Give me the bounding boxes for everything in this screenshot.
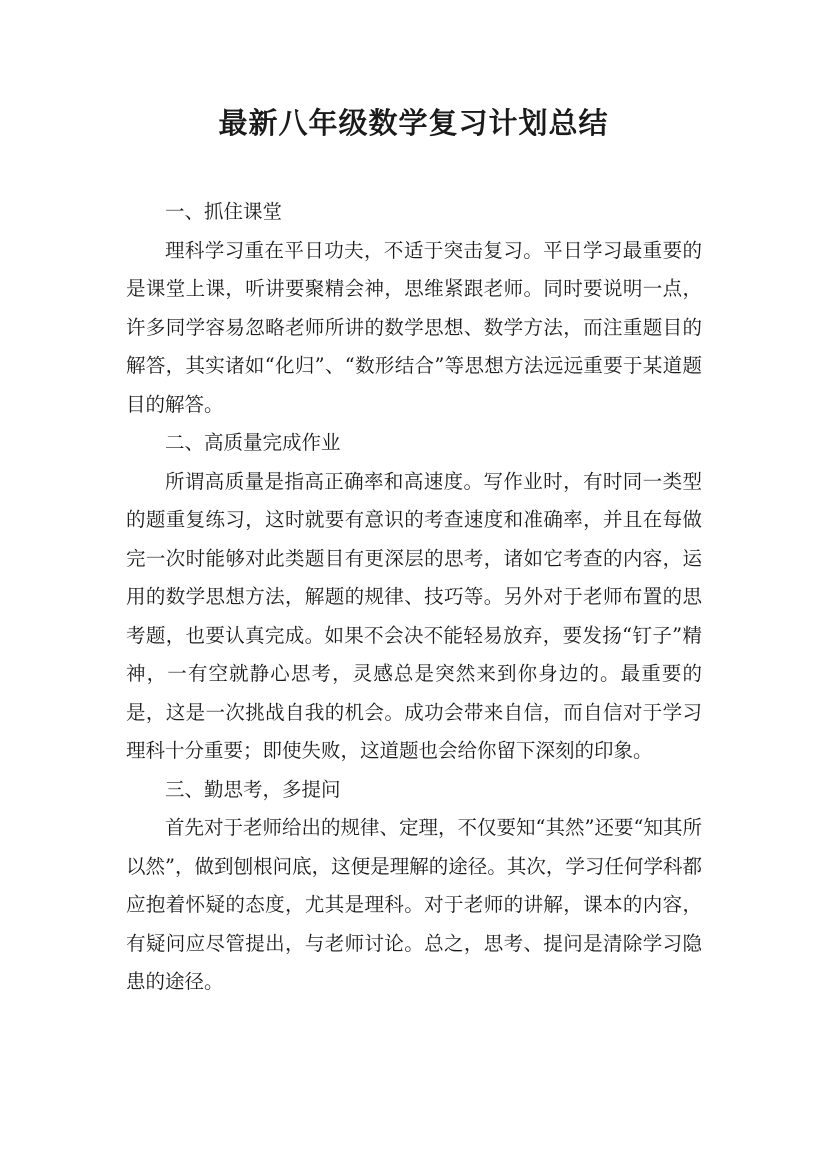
section-heading: 二、高质量完成作业 bbox=[165, 431, 341, 454]
section-homework bbox=[126, 424, 702, 771]
section-paragraph: 理科学习重在平日功夫，不适于突击复习。平日学习最重要的是课堂上课，听讲要聚精会神，思维紧跟老师。同时要说明一点，许多同学容易忽略老师所讲的数学思想、数学方法，而注重题目的解答，其实诸如“化归”、“数形结合”等思想方法远远重要于某道题目的解答。 bbox=[126, 238, 702, 416]
document-body bbox=[126, 193, 702, 1002]
document-title: 最新八年级数学复习计划总结 bbox=[218, 106, 609, 140]
section-paragraph: 首先对于老师给出的规律、定理，不仅要知“其然”还要“知其所以然”，做到刨根问底，这便是理解的途径。其次，学习任何学科都应抱着怀疑的态度，尤其是理科。对于老师的讲解，课本的内容，有疑问应尽管提出，与老师讨论。总之，思考、提问是清除学习隐患的途径。 bbox=[126, 816, 702, 993]
section-grasp-class bbox=[126, 193, 702, 424]
section-heading: 三、勤思考，多提问 bbox=[165, 777, 341, 801]
section-paragraph: 所谓高质量是指高正确率和高速度。写作业时，有时同一类型的题重复练习，这时就要有意识的考查速度和准确率，并且在每做完一次时能够对此类题目有更深层的思考，诸如它考查的内容，运用的数学思想方法，解题的规律、技巧等。另外对于老师布置的思考题，也要认真完成。如果不会决不能轻易放弃，要发扬“钉子”精神，一有空就静心思考，灵感总是突然来到你身边的。最重要的是，这是一次挑战自我的机会。成功会带来自信，而自信对于学习理科十分重要；即使失败，这道题也会给你留下深刻的印象。 bbox=[126, 469, 702, 762]
section-think-ask bbox=[126, 771, 702, 1002]
section-heading: 一、抓住课堂 bbox=[165, 200, 283, 223]
